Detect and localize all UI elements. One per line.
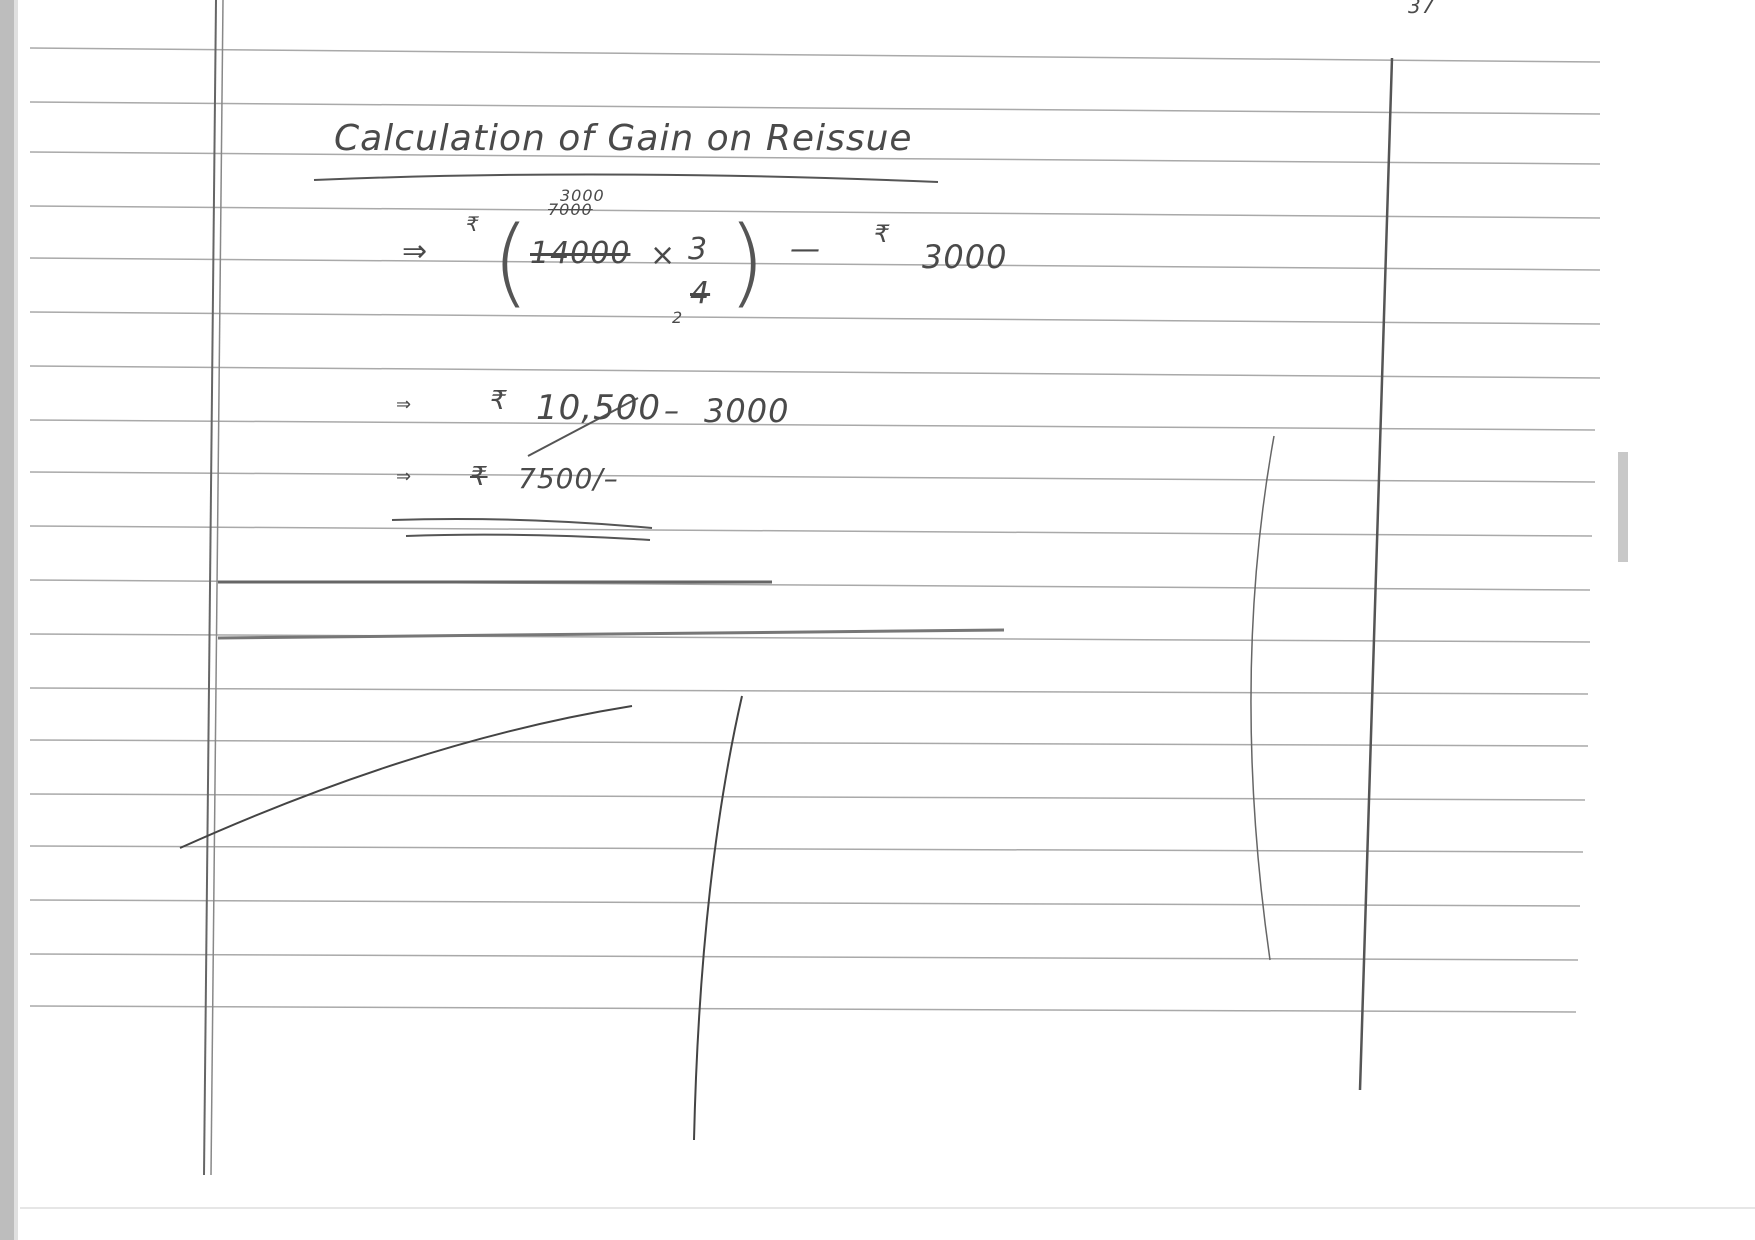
cancel-stroke-vertical-1 — [694, 696, 742, 1140]
step1-rupee: ₹ — [466, 212, 480, 236]
answer-underline-2 — [406, 535, 650, 540]
step2-value-a: 10,500 — [536, 388, 661, 428]
binding-shadow — [0, 0, 14, 1240]
left-margin-line — [204, 0, 216, 1175]
rule-line — [30, 472, 1595, 482]
step1-amount-struck: 14000 — [530, 236, 631, 271]
answer-underline-1 — [392, 519, 652, 528]
rule-line — [30, 526, 1592, 536]
rule-line — [30, 794, 1585, 800]
rule-line — [30, 420, 1595, 430]
step3-marker: ⇒ — [396, 466, 413, 487]
left-margin-line-2 — [211, 0, 223, 1175]
step2-rupee: ₹ — [490, 386, 508, 416]
rule-line — [30, 1006, 1576, 1012]
rule-line — [30, 954, 1578, 960]
binding-edge — [14, 0, 18, 1240]
rule-line — [30, 206, 1600, 218]
page-title: Calculation of Gain on Reissue — [334, 118, 913, 159]
step2-minus: – — [664, 394, 680, 429]
rule-line — [30, 48, 1600, 62]
final-answer: 7500/– — [518, 462, 619, 495]
step1-arrow: ⇒ — [402, 234, 429, 269]
rule-line — [30, 846, 1583, 852]
step2-marker: ⇒ — [396, 394, 413, 415]
rule-line — [30, 688, 1588, 694]
step3-rupee: ₹ — [470, 462, 488, 492]
rule-line — [30, 312, 1600, 324]
fraction-denominator: 4 — [690, 276, 711, 311]
cancel-stroke-vertical-2 — [1251, 436, 1274, 960]
heading-underline — [314, 174, 938, 182]
step1-correction-struck: 7000 — [548, 200, 593, 219]
page-number: 37 — [1408, 0, 1436, 18]
rule-line — [30, 900, 1580, 906]
right-edge-mark — [1618, 452, 1628, 562]
step2-value-b: 3000 — [704, 392, 790, 430]
denominator-correction: 2 — [672, 308, 684, 327]
multiply-sign: × — [650, 238, 677, 273]
cancel-stroke-diagonal — [180, 706, 632, 848]
result-rupee: ₹ — [874, 220, 891, 248]
equals-dash: — — [790, 232, 821, 267]
step1-result: 3000 — [922, 238, 1008, 276]
rule-line — [30, 366, 1600, 378]
rule-line — [30, 740, 1588, 746]
left-parenthesis: ( — [492, 206, 531, 318]
fraction-numerator: 3 — [688, 232, 709, 267]
rule-line — [30, 102, 1600, 114]
right-parenthesis: ) — [728, 206, 767, 318]
ruled-lines — [30, 48, 1600, 1012]
right-margin-line — [1360, 58, 1392, 1090]
step1-correction-top: 3000 — [560, 186, 605, 205]
